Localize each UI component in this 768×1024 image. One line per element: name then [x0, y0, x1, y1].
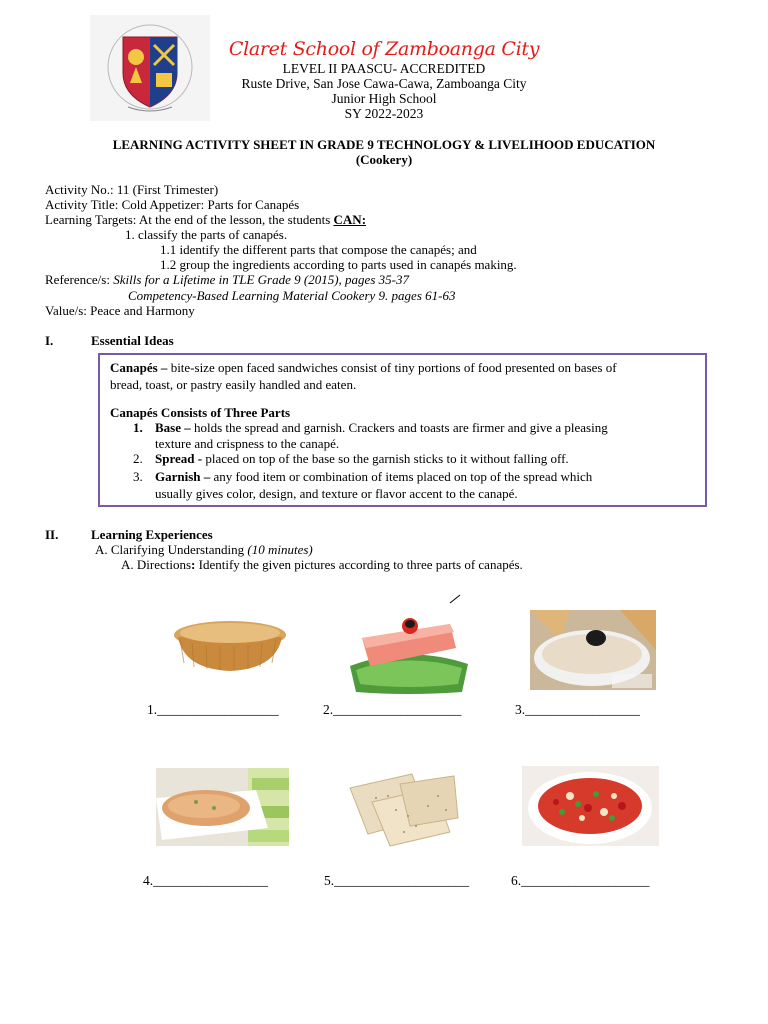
- reference-line-1: [45, 272, 409, 288]
- part-3-line-2: usually gives color, design, and texture or flavor accent to the canapé.: [155, 486, 518, 501]
- sheet-subtitle: (Cookery): [355, 152, 413, 167]
- section-1-number: I.: [45, 333, 54, 348]
- reference-2: Competency-Based Learning Material Cookery 9. pages 61-63: [128, 288, 456, 303]
- reference-1: Skills for a Lifetime in TLE Grade 9 (2015), pages 35-37: [113, 272, 409, 287]
- salmon-cucumber-canape-image: [342, 604, 474, 696]
- answer-blank-2[interactable]: 2.___________________: [323, 702, 462, 717]
- target-1-1: 1.1 identify the different parts that compose the canapés; and: [160, 242, 477, 257]
- part-2-number: 2.: [133, 451, 143, 466]
- school-level: Junior High School: [331, 91, 437, 106]
- directions-text: Identify the given pictures according to three parts of canapés.: [195, 557, 523, 572]
- directions-line: [121, 557, 523, 573]
- answer-blank-6[interactable]: 6.___________________: [511, 873, 650, 888]
- part-1-line-1: [155, 420, 608, 436]
- part-1-text: holds the spread and garnish. Crackers and toasts are firmer and give a pleasing: [190, 420, 608, 435]
- part-3-text: any food item or combination of items placed on top of the spread which: [210, 469, 593, 484]
- school-year: SY 2022-2023: [344, 106, 424, 121]
- clarifying-understanding: [95, 542, 313, 558]
- reference-prefix: Reference/s:: [45, 272, 114, 287]
- sheet-title: LEARNING ACTIVITY SHEET IN GRADE 9 TECHNOLOGY & LIVELIHOOD EDUCATION: [112, 137, 656, 152]
- part-2-term: Spread -: [155, 451, 203, 466]
- values-line: Value/s: Peace and Harmony: [45, 303, 195, 318]
- answer-blank-5[interactable]: 5.____________________: [324, 873, 470, 888]
- part-1-line-2: texture and crispness to the canapé.: [155, 436, 340, 451]
- part-1-number: 1.: [133, 420, 143, 435]
- part-1-term: Base –: [155, 420, 191, 435]
- section-2-heading: Learning Experiences: [91, 527, 213, 542]
- target-1-2: 1.2 group the ingredients according to parts used in canapés making.: [160, 257, 517, 272]
- target-1: 1. classify the parts of canapés.: [125, 227, 288, 242]
- activity-title: Activity Title: Cold Appetizer: Parts for Canapés: [45, 197, 300, 212]
- activity-no: Activity No.: 11 (First Trimester): [45, 182, 219, 197]
- directions-colon: :: [191, 557, 196, 572]
- targets-prefix: Learning Targets: At the end of the lesson, the students: [45, 212, 334, 227]
- learning-targets: [45, 212, 366, 228]
- answer-blank-3[interactable]: 3._________________: [515, 702, 640, 717]
- school-name: Claret School of Zamboanga City: [228, 38, 540, 60]
- crackers-image: [346, 766, 460, 848]
- accreditation-line: LEVEL II PAASCU- ACCREDITED: [282, 61, 486, 76]
- answer-blank-4[interactable]: 4._________________: [143, 873, 268, 888]
- part-2-line-1: [155, 451, 569, 467]
- canapes-def-1: bite-size open faced sandwiches consist of tiny portions of food presented on bases of: [167, 360, 617, 375]
- part-3-term: Garnish –: [155, 469, 211, 484]
- part-3-line-1: [155, 469, 592, 485]
- section-1-heading: Essential Ideas: [91, 333, 174, 348]
- salmon-dip-celery-image: [156, 768, 289, 846]
- canapes-definition-line-1: [110, 360, 617, 376]
- canapes-term: Canapés –: [110, 360, 168, 375]
- sub-a-label: A. Clarifying Understanding: [95, 542, 248, 557]
- tart-shell-image: [170, 613, 290, 675]
- directions-prefix: A. Directions: [121, 557, 192, 572]
- targets-can: CAN:: [333, 212, 367, 227]
- dip-spread-image: [530, 610, 656, 690]
- canapes-definition-line-2: bread, toast, or pastry easily handled and eaten.: [110, 377, 357, 392]
- section-2-number: II.: [45, 527, 59, 542]
- parts-heading: Canapés Consists of Three Parts: [110, 405, 291, 420]
- part-3-number: 3.: [133, 469, 143, 484]
- answer-blank-1[interactable]: 1.__________________: [147, 702, 279, 717]
- stray-mark: [449, 594, 461, 604]
- school-address: Ruste Drive, San Jose Cawa-Cawa, Zamboanga City: [241, 76, 527, 91]
- part-2-text: placed on top of the base so the garnish sticks to it without falling off.: [202, 451, 569, 466]
- sub-a-time: (10 minutes): [247, 542, 313, 557]
- salsa-bowl-image: [522, 766, 659, 846]
